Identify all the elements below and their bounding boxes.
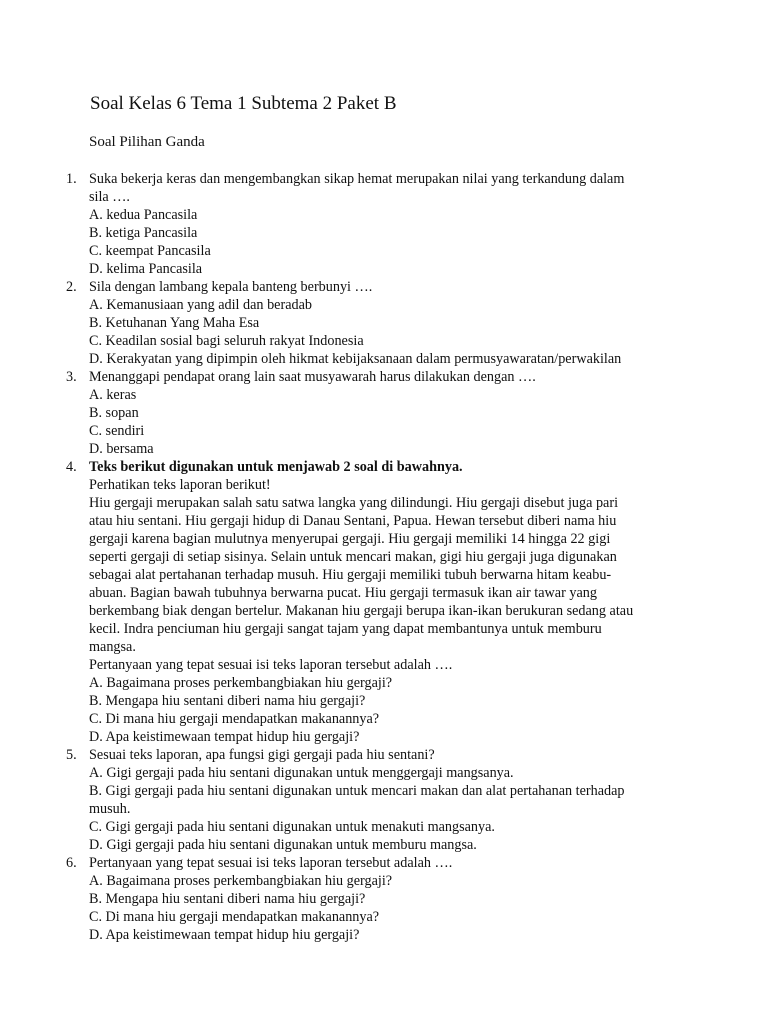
question-number: 3. xyxy=(66,369,77,385)
option-b: B. Gigi gergaji pada hiu sentani digunakan untuk mencari makan dan alat pertahanan terhadap xyxy=(89,783,625,799)
question-2 xyxy=(0,278,667,368)
option-a: A. Kemanusiaan yang adil dan beradab xyxy=(89,297,312,313)
question-stem-line: Sila dengan lambang kepala banteng berbunyi …. xyxy=(89,279,373,295)
option-a: A. Bagaimana proses perkembangbiakan hiu gergaji? xyxy=(89,675,393,691)
question-4 xyxy=(0,458,667,746)
option-b: B. Mengapa hiu sentani diberi nama hiu gergaji? xyxy=(89,891,366,907)
question-3 xyxy=(0,368,667,458)
option-d: D. Kerakyatan yang dipimpin oleh hikmat kebijaksanaan dalam permusyawaratan/perwakilan xyxy=(89,351,622,367)
question-list xyxy=(0,170,768,944)
option-b: B. ketiga Pancasila xyxy=(89,225,198,241)
option-b-continuation: musuh. xyxy=(89,801,131,817)
option-d: D. Apa keistimewaan tempat hidup hiu gergaji? xyxy=(89,927,360,943)
passage-line: abuan. Bagian bawah tubuhnya berwarna pucat. Hiu gergaji termasuk ikan air tawar yang xyxy=(89,585,597,601)
option-d: D. Apa keistimewaan tempat hidup hiu gergaji? xyxy=(89,729,360,745)
question-stem-line: Pertanyaan yang tepat sesuai isi teks laporan tersebut adalah …. xyxy=(89,657,453,673)
question-stem-line: Suka bekerja keras dan mengembangkan sikap hemat merupakan nilai yang terkandung dalam xyxy=(89,171,625,187)
page-title: Soal Kelas 6 Tema 1 Subtema 2 Paket B xyxy=(90,93,397,114)
section-subtitle: Soal Pilihan Ganda xyxy=(89,134,205,150)
option-c: C. Di mana hiu gergaji mendapatkan makanannya? xyxy=(89,711,380,727)
option-c: C. Keadilan sosial bagi seluruh rakyat Indonesia xyxy=(89,333,364,349)
option-c: C. Gigi gergaji pada hiu sentani digunakan untuk menakuti mangsanya. xyxy=(89,819,495,835)
question-5 xyxy=(0,746,667,854)
option-a: A. kedua Pancasila xyxy=(89,207,198,223)
question-stem-line: Pertanyaan yang tepat sesuai isi teks laporan tersebut adalah …. xyxy=(89,855,453,871)
question-number: 5. xyxy=(66,747,77,763)
passage-line: sebagai alat pertahanan terhadap musuh. Hiu gergaji memiliki tubuh berwarna hitam keabu- xyxy=(89,567,612,583)
passage-line: berkembang biak dengan bertelur. Makanan hiu gergaji berupa ikan-ikan berukuran sedang atau xyxy=(89,603,634,619)
question-number: 1. xyxy=(66,171,77,187)
option-a: A. Bagaimana proses perkembangbiakan hiu gergaji? xyxy=(89,873,393,889)
passage-line: seperti gergaji di setiap sisinya. Selain untuk mencari makan, gigi hiu gergaji juga digunakan xyxy=(89,549,617,565)
question-number: 2. xyxy=(66,279,77,295)
question-number: 6. xyxy=(66,855,77,871)
option-c: C. keempat Pancasila xyxy=(89,243,211,259)
option-a: A. Gigi gergaji pada hiu sentani digunakan untuk menggergaji mangsanya. xyxy=(89,765,514,781)
question-1 xyxy=(0,170,667,278)
option-d: D. Gigi gergaji pada hiu sentani digunakan untuk memburu mangsa. xyxy=(89,837,477,853)
option-c: C. Di mana hiu gergaji mendapatkan makanannya? xyxy=(89,909,380,925)
passage-instruction: Teks berikut digunakan untuk menjawab 2 soal di bawahnya. xyxy=(89,459,463,475)
option-b: B. Ketuhanan Yang Maha Esa xyxy=(89,315,260,331)
question-stem-line: sila …. xyxy=(89,189,130,205)
option-d: D. kelima Pancasila xyxy=(89,261,203,277)
option-b: B. Mengapa hiu sentani diberi nama hiu gergaji? xyxy=(89,693,366,709)
option-d: D. bersama xyxy=(89,441,154,457)
option-a: A. keras xyxy=(89,387,137,403)
passage-line: gergaji karena bagian mulutnya menyerupai gergaji. Hiu gergaji memiliki 14 hingga 22 gigi xyxy=(89,531,611,547)
passage-line: kecil. Indra penciuman hiu gergaji sangat tajam yang dapat membantunya untuk memburu xyxy=(89,621,602,637)
question-6 xyxy=(0,854,667,944)
passage-line: mangsa. xyxy=(89,639,136,655)
question-stem-line: Sesuai teks laporan, apa fungsi gigi gergaji pada hiu sentani? xyxy=(89,747,435,763)
passage-line: Hiu gergaji merupakan salah satu satwa langka yang dilindungi. Hiu gergaji disebut juga pari xyxy=(89,495,619,511)
question-stem-line: Menanggapi pendapat orang lain saat musyawarah harus dilakukan dengan …. xyxy=(89,369,536,385)
passage-line: atau hiu sentani. Hiu gergaji hidup di Danau Sentani, Papua. Hewan tersebut diberi nama hiu xyxy=(89,513,617,529)
passage-intro: Perhatikan teks laporan berikut! xyxy=(89,477,271,493)
option-b: B. sopan xyxy=(89,405,139,421)
question-number: 4. xyxy=(66,459,77,475)
option-c: C. sendiri xyxy=(89,423,145,439)
